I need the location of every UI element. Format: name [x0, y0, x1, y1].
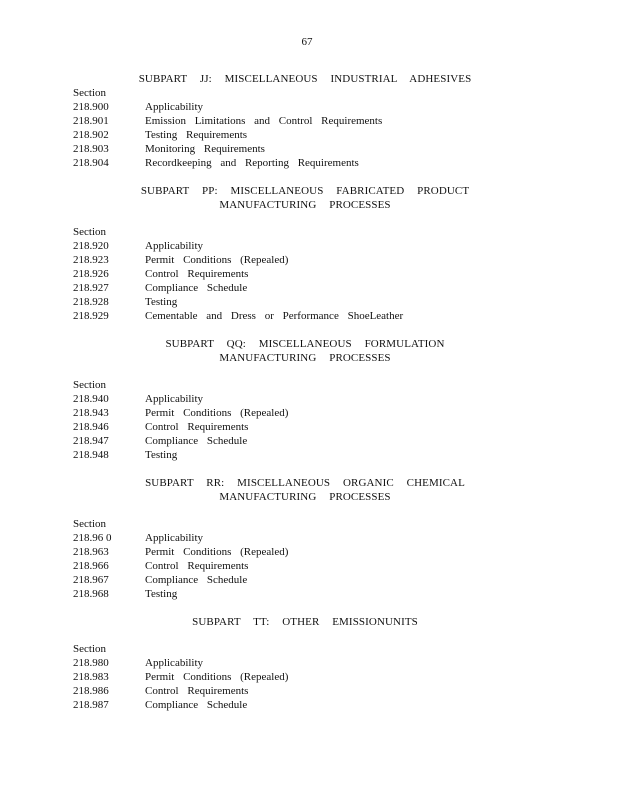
section-title: Applicability: [145, 240, 204, 252]
section-row: [73, 698, 288, 712]
section-row: [73, 420, 288, 434]
section-title: Applicability: [145, 393, 204, 405]
section-title: Recordkeeping and Reporting Requirements: [145, 157, 359, 169]
section-title: Compliance Schedule: [145, 699, 248, 711]
section-list: [73, 378, 288, 462]
subpart-heading: [0, 476, 610, 504]
subpart-heading: [0, 615, 610, 629]
section-row: [73, 239, 403, 253]
section-row: [73, 392, 288, 406]
subpart-heading-line: MANUFACTURING PROCESSES: [219, 199, 391, 211]
section-title: Emission Limitations and Control Requirements: [145, 115, 383, 127]
section-label: Section: [73, 379, 106, 391]
section-row: [73, 406, 288, 420]
section-number: 218.943: [73, 407, 109, 419]
section-title: Control Requirements: [145, 421, 249, 433]
section-number: 218.967: [73, 574, 109, 586]
section-number: 218.946: [73, 421, 109, 433]
section-row: [73, 434, 288, 448]
section-title: Permit Conditions (Repealed): [145, 546, 289, 558]
section-label: Section: [73, 643, 106, 655]
section-row: [73, 573, 288, 587]
section-number: 218.940: [73, 393, 109, 405]
section-row: [73, 531, 288, 545]
section-row: [73, 142, 382, 156]
subpart-heading: [0, 72, 610, 86]
section-list: [73, 517, 288, 601]
section-row: [73, 309, 403, 323]
section-title: Permit Conditions (Repealed): [145, 254, 289, 266]
section-number: 218.927: [73, 282, 109, 294]
section-title: Applicability: [145, 101, 204, 113]
section-row: [73, 448, 288, 462]
section-number: 218.902: [73, 129, 109, 141]
section-number: 218.923: [73, 254, 109, 266]
section-number: 218.96 0: [73, 532, 112, 544]
section-row: [73, 156, 382, 170]
section-number: 218.980: [73, 657, 109, 669]
section-row: [73, 267, 403, 281]
section-number: 218.968: [73, 588, 109, 600]
subpart-heading-line: MANUFACTURING PROCESSES: [219, 352, 391, 364]
section-number: 218.947: [73, 435, 109, 447]
section-row: [73, 656, 288, 670]
section-number: 218.948: [73, 449, 109, 461]
section-number: 218.963: [73, 546, 109, 558]
subpart-heading-line: SUBPART JJ: MISCELLANEOUS INDUSTRIAL ADHESIVES: [138, 73, 472, 85]
section-row: [73, 670, 288, 684]
section-number: 218.928: [73, 296, 109, 308]
section-title: Testing: [145, 296, 178, 308]
section-row: [73, 128, 382, 142]
subpart-heading-line: SUBPART QQ: MISCELLANEOUS FORMULATION: [165, 338, 445, 350]
section-number: 218.901: [73, 115, 109, 127]
section-label: Section: [73, 226, 106, 238]
subpart-heading: [0, 337, 610, 365]
section-row: [73, 114, 382, 128]
section-title: Testing: [145, 588, 178, 600]
section-number: 218.987: [73, 699, 109, 711]
section-number: 218.983: [73, 671, 109, 683]
section-title: Cementable and Dress or Performance ShoeLeather: [145, 310, 404, 322]
section-number: 218.926: [73, 268, 109, 280]
section-title: Applicability: [145, 657, 204, 669]
section-label: Section: [73, 518, 106, 530]
section-title: Compliance Schedule: [145, 574, 248, 586]
section-row: [73, 281, 403, 295]
subpart-heading-line: SUBPART TT: OTHER EMISSIONUNITS: [192, 616, 418, 628]
section-row: [73, 559, 288, 573]
section-title: Control Requirements: [145, 560, 249, 572]
subpart-heading-line: SUBPART RR: MISCELLANEOUS ORGANIC CHEMICAL: [145, 477, 465, 489]
section-row: [73, 253, 403, 267]
section-label: Section: [73, 87, 106, 99]
subpart-heading-line: MANUFACTURING PROCESSES: [219, 491, 391, 503]
page-number: 67: [301, 36, 313, 48]
section-list: [73, 225, 403, 323]
section-title: Testing Requirements: [145, 129, 248, 141]
section-number: 218.966: [73, 560, 109, 572]
section-number: 218.986: [73, 685, 109, 697]
section-list: [73, 86, 382, 170]
section-row: [73, 587, 288, 601]
section-row: [73, 684, 288, 698]
section-title: Applicability: [145, 532, 204, 544]
section-number: 218.903: [73, 143, 109, 155]
section-title: Compliance Schedule: [145, 282, 248, 294]
section-title: Monitoring Requirements: [145, 143, 265, 155]
section-row: [73, 100, 382, 114]
subpart-heading: [0, 184, 610, 212]
section-title: Control Requirements: [145, 685, 249, 697]
section-title: Testing: [145, 449, 178, 461]
section-number: 218.904: [73, 157, 109, 169]
subpart-heading-line: SUBPART PP: MISCELLANEOUS FABRICATED PRODUCT: [140, 185, 470, 197]
section-title: Control Requirements: [145, 268, 249, 280]
section-row: [73, 545, 288, 559]
section-number: 218.929: [73, 310, 109, 322]
section-title: Permit Conditions (Repealed): [145, 407, 289, 419]
section-title: Permit Conditions (Repealed): [145, 671, 289, 683]
section-number: 218.900: [73, 101, 109, 113]
section-number: 218.920: [73, 240, 109, 252]
section-title: Compliance Schedule: [145, 435, 248, 447]
section-list: [73, 642, 288, 712]
section-row: [73, 295, 403, 309]
